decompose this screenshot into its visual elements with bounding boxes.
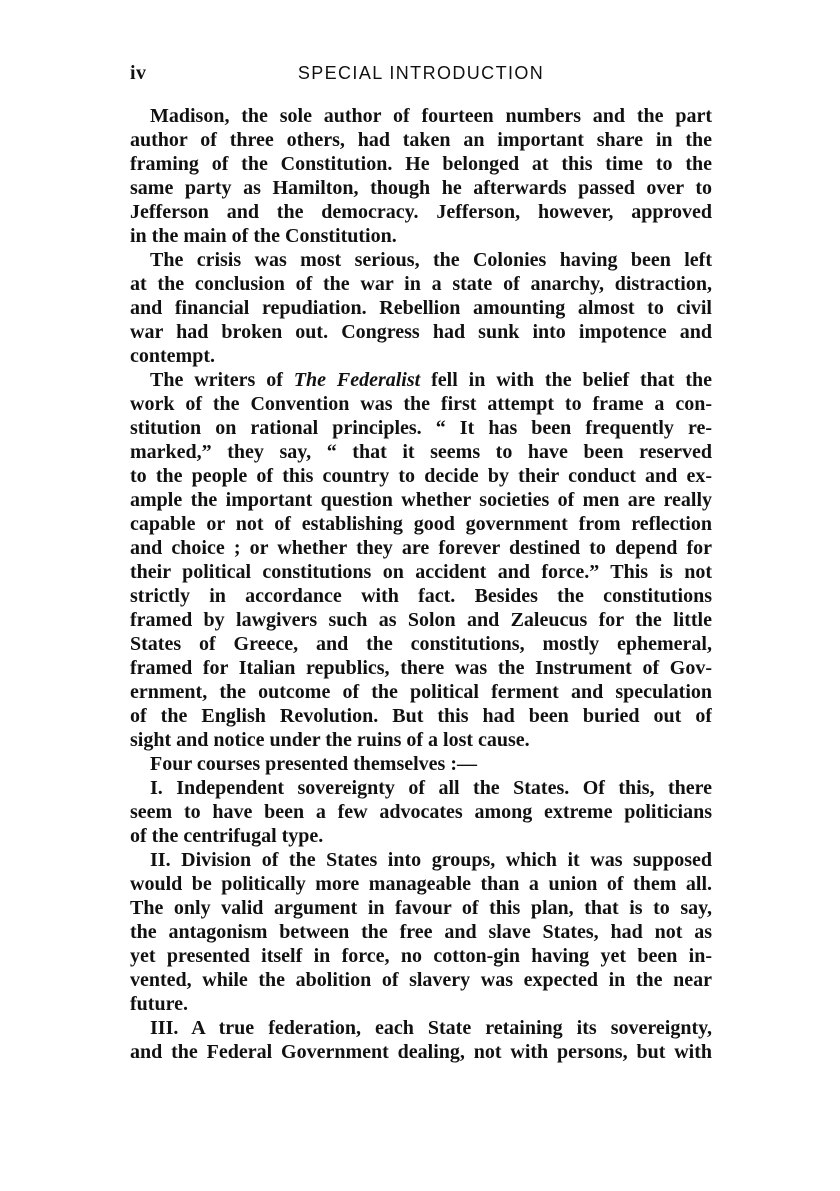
text-line: contempt. bbox=[130, 345, 215, 367]
text-line: and financial repudiation. Rebellion amounting almost to civil bbox=[130, 297, 712, 319]
text-line: Jefferson and the democracy. Jefferson, however, approved bbox=[130, 201, 712, 223]
text-line: same party as Hamilton, though he afterwards passed over to bbox=[130, 177, 712, 199]
text-segment: The writers of bbox=[150, 369, 294, 391]
paragraph-course-two bbox=[130, 848, 712, 1016]
paragraph-crisis bbox=[130, 248, 712, 368]
text-line: The crisis was most serious, the Colonies having been left bbox=[150, 249, 712, 271]
paragraph-madison bbox=[130, 104, 712, 248]
text-line-federalist-opening bbox=[130, 368, 712, 392]
page-header bbox=[130, 62, 712, 86]
text-line: vented, while the abolition of slavery was expected in the near bbox=[130, 969, 712, 991]
text-line: framing of the Constitution. He belonged at this time to the bbox=[130, 153, 712, 175]
text-line: at the conclusion of the war in a state of anarchy, distraction, bbox=[130, 273, 712, 295]
text-line: capable or not of establishing good government from reflection bbox=[130, 513, 712, 535]
text-line: III. A true federation, each State retaining its sovereignty, bbox=[150, 1017, 712, 1039]
text-line: future. bbox=[130, 993, 188, 1015]
paragraph-course-one bbox=[130, 776, 712, 848]
text-line: The only valid argument in favour of this plan, that is to say, bbox=[130, 897, 712, 919]
text-line: sight and notice under the ruins of a lost cause. bbox=[130, 729, 530, 751]
text-line: strictly in accordance with fact. Besides the constitutions bbox=[130, 585, 712, 607]
body-text bbox=[130, 104, 712, 1064]
text-line: ample the important question whether societies of men are really bbox=[130, 489, 712, 511]
text-line: Four courses presented themselves :— bbox=[150, 753, 477, 775]
text-line: of the centrifugal type. bbox=[130, 825, 324, 847]
text-line: framed for Italian republics, there was the Instrument of Gov- bbox=[130, 657, 712, 679]
text-line: of the English Revolution. But this had been buried out of bbox=[130, 705, 712, 727]
text-line: I. Independent sovereignty of all the States. Of this, there bbox=[150, 777, 712, 799]
text-line: yet presented itself in force, no cotton-gin having yet been in- bbox=[130, 945, 712, 967]
running-title: SPECIAL INTRODUCTION bbox=[297, 63, 545, 83]
text-line: and choice ; or whether they are forever destined to depend for bbox=[130, 537, 712, 559]
text-line: war had broken out. Congress had sunk into impotence and bbox=[130, 321, 712, 343]
text-line: II. Division of the States into groups, which it was supposed bbox=[150, 849, 712, 871]
text-line: their political constitutions on accident and force.” This is not bbox=[130, 561, 712, 583]
text-line: to the people of this country to decide by their conduct and ex- bbox=[130, 465, 712, 487]
text-line: seem to have been a few advocates among extreme politicians bbox=[130, 801, 712, 823]
text-segment: fell in with the belief that the bbox=[420, 369, 712, 391]
text-line: marked,” they say, “ that it seems to have been reserved bbox=[130, 441, 712, 463]
page-number: iv bbox=[130, 62, 147, 84]
paragraph-course-three bbox=[130, 1016, 712, 1064]
text-line: the antagonism between the free and slave States, had not as bbox=[130, 921, 712, 943]
text-line: in the main of the Constitution. bbox=[130, 225, 397, 247]
text-line: would be politically more manageable than a union of them all. bbox=[130, 873, 712, 895]
text-line: work of the Convention was the first attempt to frame a con- bbox=[130, 393, 712, 415]
text-line: ernment, the outcome of the political ferment and speculation bbox=[130, 681, 712, 703]
text-line: framed by lawgivers such as Solon and Zaleucus for the little bbox=[130, 609, 712, 631]
book-title-federalist: The Federalist bbox=[293, 369, 421, 391]
text-line: stitution on rational principles. “ It has been frequently re- bbox=[130, 417, 712, 439]
text-line: author of three others, had taken an important share in the bbox=[130, 129, 712, 151]
text-line: Madison, the sole author of fourteen numbers and the part bbox=[150, 105, 712, 127]
paragraph-federalist bbox=[130, 368, 712, 752]
paragraph-four-courses bbox=[130, 752, 712, 776]
text-line: and the Federal Government dealing, not with persons, but with bbox=[130, 1041, 712, 1063]
text-line: States of Greece, and the constitutions, mostly ephemeral, bbox=[130, 633, 712, 655]
